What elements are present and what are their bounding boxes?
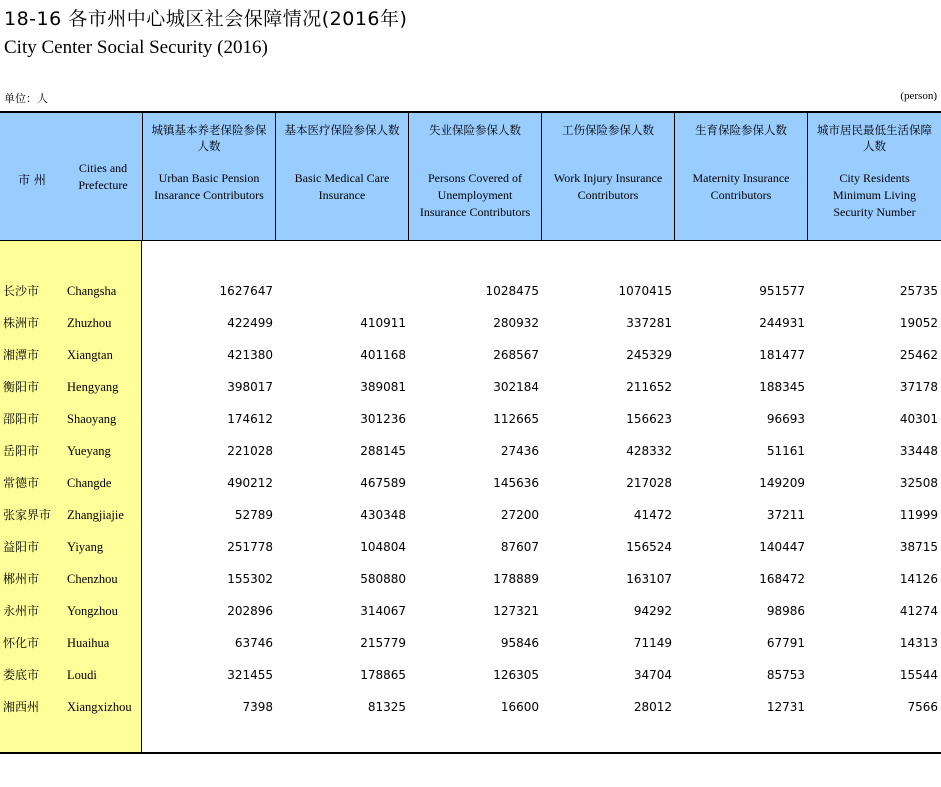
- table-bottom-rule: [0, 752, 941, 754]
- value-cell: 430348: [360, 508, 406, 522]
- value-cell: 280932: [493, 316, 539, 330]
- value-cell: 951577: [759, 284, 805, 298]
- value-cell: 40301: [899, 412, 938, 426]
- value-cell: 178889: [493, 572, 539, 586]
- value-cell: 155302: [227, 572, 273, 586]
- value-cell: 41274: [899, 604, 938, 618]
- value-cell: 34704: [633, 668, 672, 682]
- city-name-en: Changsha: [67, 284, 117, 298]
- city-name-cn: 衡阳市: [3, 380, 40, 394]
- value-cell: 98986: [766, 604, 805, 618]
- city-name-en: Hengyang: [67, 380, 119, 394]
- table-row: [0, 563, 941, 595]
- table-row: [0, 595, 941, 627]
- value-cell: 178865: [360, 668, 406, 682]
- value-cell: 422499: [227, 316, 273, 330]
- value-cell: 63746: [234, 636, 273, 650]
- value-cell: 580880: [360, 572, 406, 586]
- header-col-work-injury-en: Work Injury Insurance Contributors: [553, 171, 663, 202]
- value-cell: 38715: [899, 540, 938, 554]
- value-cell: 11999: [899, 508, 938, 522]
- city-name-en: Xiangxizhou: [67, 700, 132, 714]
- city-name-cn: 邵阳市: [3, 412, 40, 426]
- header-col-maternity-en: Maternity Insurance Contributors: [692, 171, 790, 202]
- city-name-cn: 株洲市: [3, 316, 40, 330]
- table-row: [0, 403, 941, 435]
- value-cell: 81325: [367, 700, 406, 714]
- header-col-pension: [142, 113, 275, 241]
- value-cell: 1070415: [618, 284, 672, 298]
- value-cell: 245329: [626, 348, 672, 362]
- header-col-maternity: [674, 113, 807, 241]
- city-name-en: Zhuzhou: [67, 316, 112, 330]
- header-col-unemployment-cn: 失业保险参保人数: [429, 123, 521, 137]
- value-cell: 337281: [626, 316, 672, 330]
- header-col-minimum-living: [807, 113, 941, 241]
- header-col-unemployment: [408, 113, 541, 241]
- value-cell: 188345: [759, 380, 805, 394]
- table-row: [0, 499, 941, 531]
- value-cell: 389081: [360, 380, 406, 394]
- value-cell: 12731: [766, 700, 805, 714]
- value-cell: 428332: [626, 444, 672, 458]
- table-row: [0, 307, 941, 339]
- unit-label-cn: 单位：人: [4, 92, 48, 105]
- value-cell: 16600: [500, 700, 539, 714]
- value-cell: 168472: [759, 572, 805, 586]
- value-cell: 215779: [360, 636, 406, 650]
- city-name-en: Yueyang: [67, 444, 111, 458]
- city-name-en: Xiangtan: [67, 348, 113, 362]
- value-cell: 19052: [899, 316, 938, 330]
- city-name-cn: 娄底市: [3, 668, 40, 682]
- social-security-table: [0, 111, 941, 754]
- value-cell: 410911: [360, 316, 406, 330]
- city-name-en: Yongzhou: [67, 604, 118, 618]
- table-row: [0, 275, 941, 307]
- city-name-en: Yiyang: [67, 540, 104, 554]
- value-cell: 37178: [899, 380, 938, 394]
- value-cell: 104804: [360, 540, 406, 554]
- city-name-cn: 湘西州: [3, 700, 40, 714]
- value-cell: 14313: [899, 636, 938, 650]
- value-cell: 401168: [360, 348, 406, 362]
- city-name-cn: 湘潭市: [3, 348, 40, 362]
- value-cell: 85753: [766, 668, 805, 682]
- value-cell: 321455: [227, 668, 273, 682]
- value-cell: 14126: [899, 572, 938, 586]
- city-name-en: Changde: [67, 476, 112, 490]
- value-cell: 314067: [360, 604, 406, 618]
- header-col-medical: [275, 113, 408, 241]
- value-cell: 398017: [227, 380, 273, 394]
- city-name-cn: 长沙市: [3, 284, 40, 298]
- value-cell: 96693: [766, 412, 805, 426]
- value-cell: 71149: [633, 636, 672, 650]
- city-name-en: Huaihua: [67, 636, 110, 650]
- value-cell: 251778: [227, 540, 273, 554]
- value-cell: 244931: [759, 316, 805, 330]
- value-cell: 52789: [234, 508, 273, 522]
- table-row: [0, 531, 941, 563]
- city-name-cn: 益阳市: [3, 540, 40, 554]
- value-cell: 7566: [907, 700, 938, 714]
- page-title-en: City Center Social Security (2016): [4, 37, 268, 58]
- header-col-work-injury-cn: 工伤保险参保人数: [562, 123, 654, 137]
- table-row: [0, 371, 941, 403]
- value-cell: 95846: [500, 636, 539, 650]
- value-cell: 27200: [500, 508, 539, 522]
- header-col-unemployment-en: Persons Covered of Unemployment Insurance Contributors: [419, 171, 531, 219]
- value-cell: 67791: [766, 636, 805, 650]
- header-col-pension-cn: 城镇基本养老保险参保人数: [151, 123, 267, 153]
- value-cell: 490212: [227, 476, 273, 490]
- city-name-cn: 永州市: [3, 604, 40, 618]
- header-col-minimum-living-cn: 城市居民最低生活保障人数: [817, 123, 932, 153]
- header-col-medical-en: Basic Medical Care Insurance: [294, 171, 390, 202]
- city-name-cn: 岳阳市: [3, 444, 40, 458]
- value-cell: 202896: [227, 604, 273, 618]
- value-cell: 163107: [626, 572, 672, 586]
- value-cell: 51161: [766, 444, 805, 458]
- value-cell: 145636: [493, 476, 539, 490]
- value-cell: 1028475: [485, 284, 539, 298]
- value-cell: 7398: [242, 700, 273, 714]
- header-col-minimum-living-en: City Residents Minimum Living Security Number: [832, 171, 916, 219]
- table-row: [0, 659, 941, 691]
- value-cell: 37211: [766, 508, 805, 522]
- value-cell: 33448: [899, 444, 938, 458]
- value-cell: 217028: [626, 476, 672, 490]
- table-row: [0, 627, 941, 659]
- header-col-pension-en: Urban Basic Pension Insarance Contributors: [154, 171, 264, 202]
- value-cell: 15544: [899, 668, 938, 682]
- value-cell: 41472: [633, 508, 672, 522]
- value-cell: 302184: [493, 380, 539, 394]
- value-cell: 25735: [899, 284, 938, 298]
- city-name-cn: 怀化市: [3, 636, 40, 650]
- value-cell: 268567: [493, 348, 539, 362]
- value-cell: 32508: [899, 476, 938, 490]
- value-cell: 421380: [227, 348, 273, 362]
- value-cell: 28012: [633, 700, 672, 714]
- value-cell: 87607: [500, 540, 539, 554]
- city-name-cn: 张家界市: [3, 508, 52, 522]
- value-cell: 127321: [493, 604, 539, 618]
- header-col-medical-cn: 基本医疗保险参保人数: [284, 123, 400, 137]
- city-name-cn: 常德市: [3, 476, 40, 490]
- value-cell: 149209: [759, 476, 805, 490]
- city-name-en: Loudi: [67, 668, 97, 682]
- table-row: [0, 691, 941, 723]
- header-col-work-injury: [541, 113, 674, 241]
- value-cell: 467589: [360, 476, 406, 490]
- value-cell: 301236: [360, 412, 406, 426]
- value-cell: 1627647: [219, 284, 273, 298]
- value-cell: 25462: [899, 348, 938, 362]
- value-cell: 126305: [493, 668, 539, 682]
- city-name-en: Shaoyang: [67, 412, 117, 426]
- city-name-en: Zhangjiajie: [67, 508, 124, 522]
- header-col-maternity-cn: 生育保险参保人数: [695, 123, 787, 137]
- header-city-cn: 市 州: [18, 173, 46, 187]
- value-cell: 174612: [227, 412, 273, 426]
- value-cell: 211652: [626, 380, 672, 394]
- table-row: [0, 435, 941, 467]
- page-title-cn: 18-16 各市州中心城区社会保障情况(2016年): [4, 8, 408, 30]
- value-cell: 140447: [759, 540, 805, 554]
- value-cell: 288145: [360, 444, 406, 458]
- value-cell: 221028: [227, 444, 273, 458]
- value-cell: 156524: [626, 540, 672, 554]
- table-row: [0, 339, 941, 371]
- header-city-en: Cities and Prefecture: [78, 161, 128, 192]
- city-name-en: Chenzhou: [67, 572, 118, 586]
- value-cell: 156623: [626, 412, 672, 426]
- table-row: [0, 467, 941, 499]
- unit-label-en: (person): [900, 90, 937, 102]
- city-name-cn: 郴州市: [3, 572, 40, 586]
- value-cell: 27436: [500, 444, 539, 458]
- value-cell: 181477: [759, 348, 805, 362]
- value-cell: 94292: [633, 604, 672, 618]
- value-cell: 112665: [493, 412, 539, 426]
